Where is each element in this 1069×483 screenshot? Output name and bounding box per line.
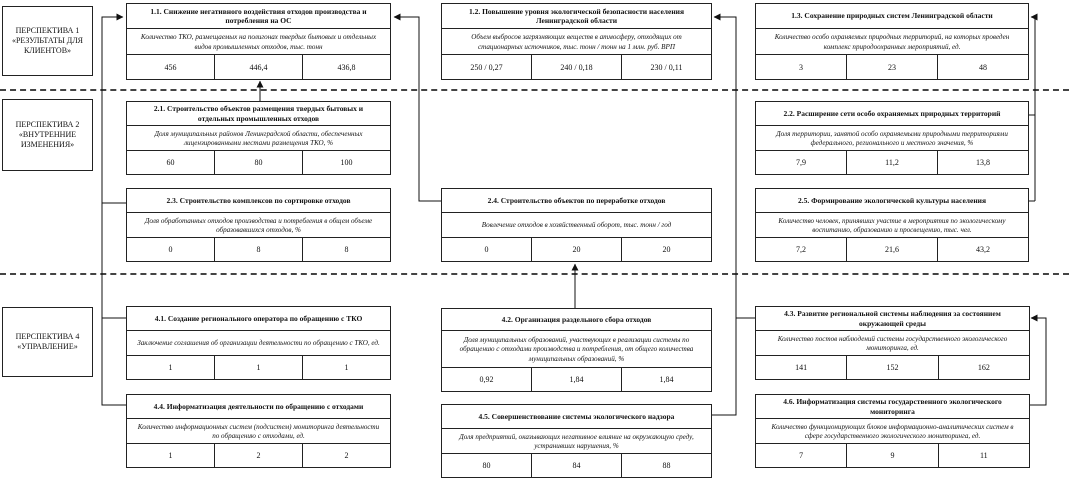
box-title: 4.5. Совершенствование системы экологического надзора [442,405,711,429]
box-indicator: Доля муниципальных образований, участвующих в реализации системы по обращению с отходами производства и потребления, от общего количества муниципальных образований, % [459,335,694,363]
box-value: 1,84 [531,368,621,391]
box-value: 11 [938,444,1029,467]
box-title: 4.6. Информатизация системы государственного экологического мониторинга [756,395,1029,419]
box-indicator: Доля территории, занятой особо охраняемыми природными территориями федерального, регионального и местного значения, % [776,129,1008,147]
box-values [756,150,1028,174]
box-title: 1.2. Повышение уровня экологической безопасности населения Ленинградской области [442,4,711,29]
box-values [756,443,1029,467]
box-values [127,54,390,79]
goal-box-2-3 [126,188,391,262]
box-value: 1,84 [621,368,711,391]
box-values [127,150,390,174]
box-value: 436,8 [302,55,390,79]
box-value: 7 [799,451,804,460]
box-indicator: Доля обработанных отходов производства и потребления в общем объеме образовавшихся отходов, % [144,216,373,234]
box-values [127,237,390,261]
box-title: 4.1. Создание регионального оператора по обращению с ТКО [127,307,390,331]
box-value: 80 [214,151,302,174]
goal-box-2-1 [126,101,391,175]
box-value: 162 [938,356,1029,379]
box-value: 21,6 [846,238,937,261]
goal-box-4-3 [755,306,1030,380]
box-value: 7,9 [796,158,806,167]
box-title: 1.1. Снижение негативного воздействия отходов производства и потребления на ОС [127,4,390,29]
box-indicator: Количество информационных систем (подсистем) мониторинга деятельности по обращению с отходами, ед. [137,422,380,440]
box-value: 9 [846,444,937,467]
box-value: 1 [168,451,173,460]
box-value: 240 / 0,18 [531,55,621,79]
box-value: 60 [166,158,175,167]
box-indicator: Количество функционирующих блоков информационно-аналитических систем в сфере государственного экологического мониторинга, ед. [771,422,1014,440]
box-values [127,443,390,467]
goal-box-4-2 [441,308,712,392]
box-indicator: Количество особо охраняемых природных территорий, на которых проведен комплекс природоохранных мероприятий, ед. [774,33,1010,51]
box-value: 80 [482,461,491,470]
box-value: 43,2 [937,238,1028,261]
box-value: 100 [302,151,390,174]
box-title: 2.3. Строительство комплексов по сортировке отходов [127,189,390,213]
box-indicator: Доля предприятий, оказывающих негативное влияние на окружающую среду, устранивших нарушения, % [459,432,694,450]
box-value: 8 [214,238,302,261]
box-value: 1 [302,356,390,379]
box-value: 3 [799,62,803,72]
box-values [442,453,711,477]
box-value: 8 [302,238,390,261]
box-value: 20 [531,238,621,261]
goal-box-1-3 [755,3,1029,80]
box-values [442,367,711,391]
box-title: 1.3. Сохранение природных систем Ленинградской области [756,4,1028,29]
box-value: 0,92 [479,375,494,384]
box-title: 4.3. Развитие региональной системы наблюдения за состоянием окружающей среды [756,307,1029,331]
box-title: 2.5. Формирование экологической культуры населения [756,189,1028,213]
connector-2-2-2-5-to-1-3 [1029,17,1035,115]
goal-box-2-5 [755,188,1029,262]
box-value: 0 [484,245,489,254]
box-indicator: Количество человек, принявших участие в мероприятия по экологическому воспитанию, образованию и просвещению, тыс. чел. [778,216,1006,234]
perspective-4-label: ПЕРСПЕКТИВА 4 «УПРАВЛЕНИЕ» [2,307,93,377]
box-indicator: Объем выбросов загрязняющих веществ в атмосферу, отходящих от стационарных источников, тыс. тонн / тонн на 1 млн. руб. ВРП [471,33,682,51]
box-value: 13,8 [937,151,1028,174]
box-value: 88 [621,454,711,477]
box-value: 2 [214,444,302,467]
box-values [756,237,1028,261]
perspective-2-label: ПЕРСПЕКТИВА 2 «ВНУТРЕННИЕ ИЗМЕНЕНИЯ» [2,99,93,171]
box-indicator: Вовлечение отходов в хозяйственный оборот, тыс. тонн / год [481,221,672,230]
box-values [442,54,711,79]
box-value: 456 [164,62,177,72]
box-indicator: Количество постов наблюдений системы государственного экологического мониторинга, ед. [777,334,1008,352]
box-indicator: Заключение соглашения об организации деятельности по обращению с ТКО, ед. [137,339,380,348]
box-value: 7,2 [796,245,806,254]
box-value: 1 [168,363,173,372]
box-title: 2.1. Строительство объектов размещения твердых бытовых и отдельных промышленных отходов [127,102,390,126]
box-value: 1 [214,356,302,379]
perspective-1-label: ПЕРСПЕКТИВА 1 «РЕЗУЛЬТАТЫ ДЛЯ КЛИЕНТОВ» [2,6,93,76]
box-title: 2.2. Расширение сети особо охраняемых природных территорий [756,102,1028,126]
connector-4-6-to-4-3 [1030,318,1046,405]
goal-box-4-1 [126,306,391,380]
box-values [756,355,1029,379]
box-values [127,355,390,379]
box-value: 141 [795,363,808,372]
goal-box-2-2 [755,101,1029,175]
box-values [442,237,711,261]
box-indicator: Количество ТКО, размещаемых на полигонах твердых бытовых и отдельных видов промышленных отходов, тыс. тонн [140,33,377,51]
box-value: 23 [846,55,937,79]
goal-box-2-4 [441,188,712,262]
box-values [756,54,1028,79]
goal-box-4-4 [126,394,391,468]
connector-right-trunk [712,17,736,415]
box-value: 250 / 0,27 [470,62,503,72]
goal-box-4-5 [441,404,712,478]
box-indicator: Доля муниципальных районов Ленинградской области, обеспеченных лицензированными местами размещения ТКО, % [154,129,363,147]
box-value: 446,4 [214,55,302,79]
goal-box-1-1 [126,3,391,80]
connector-left-trunk [102,17,126,405]
goal-box-1-2 [441,3,712,80]
box-value: 11,2 [846,151,937,174]
box-value: 230 / 0,11 [621,55,711,79]
connector-2-4-to-1-1 [394,17,441,201]
goal-box-4-6 [755,394,1030,468]
box-value: 84 [531,454,621,477]
box-value: 152 [846,356,937,379]
box-title: 4.4. Информатизация деятельности по обращению с отходами [127,395,390,419]
box-value: 0 [168,245,173,254]
box-value: 2 [302,444,390,467]
box-value: 48 [937,55,1028,79]
box-title: 4.2. Организация раздельного сбора отходов [442,309,711,331]
box-title: 2.4. Строительство объектов по переработке отходов [442,189,711,213]
box-value: 20 [621,238,711,261]
